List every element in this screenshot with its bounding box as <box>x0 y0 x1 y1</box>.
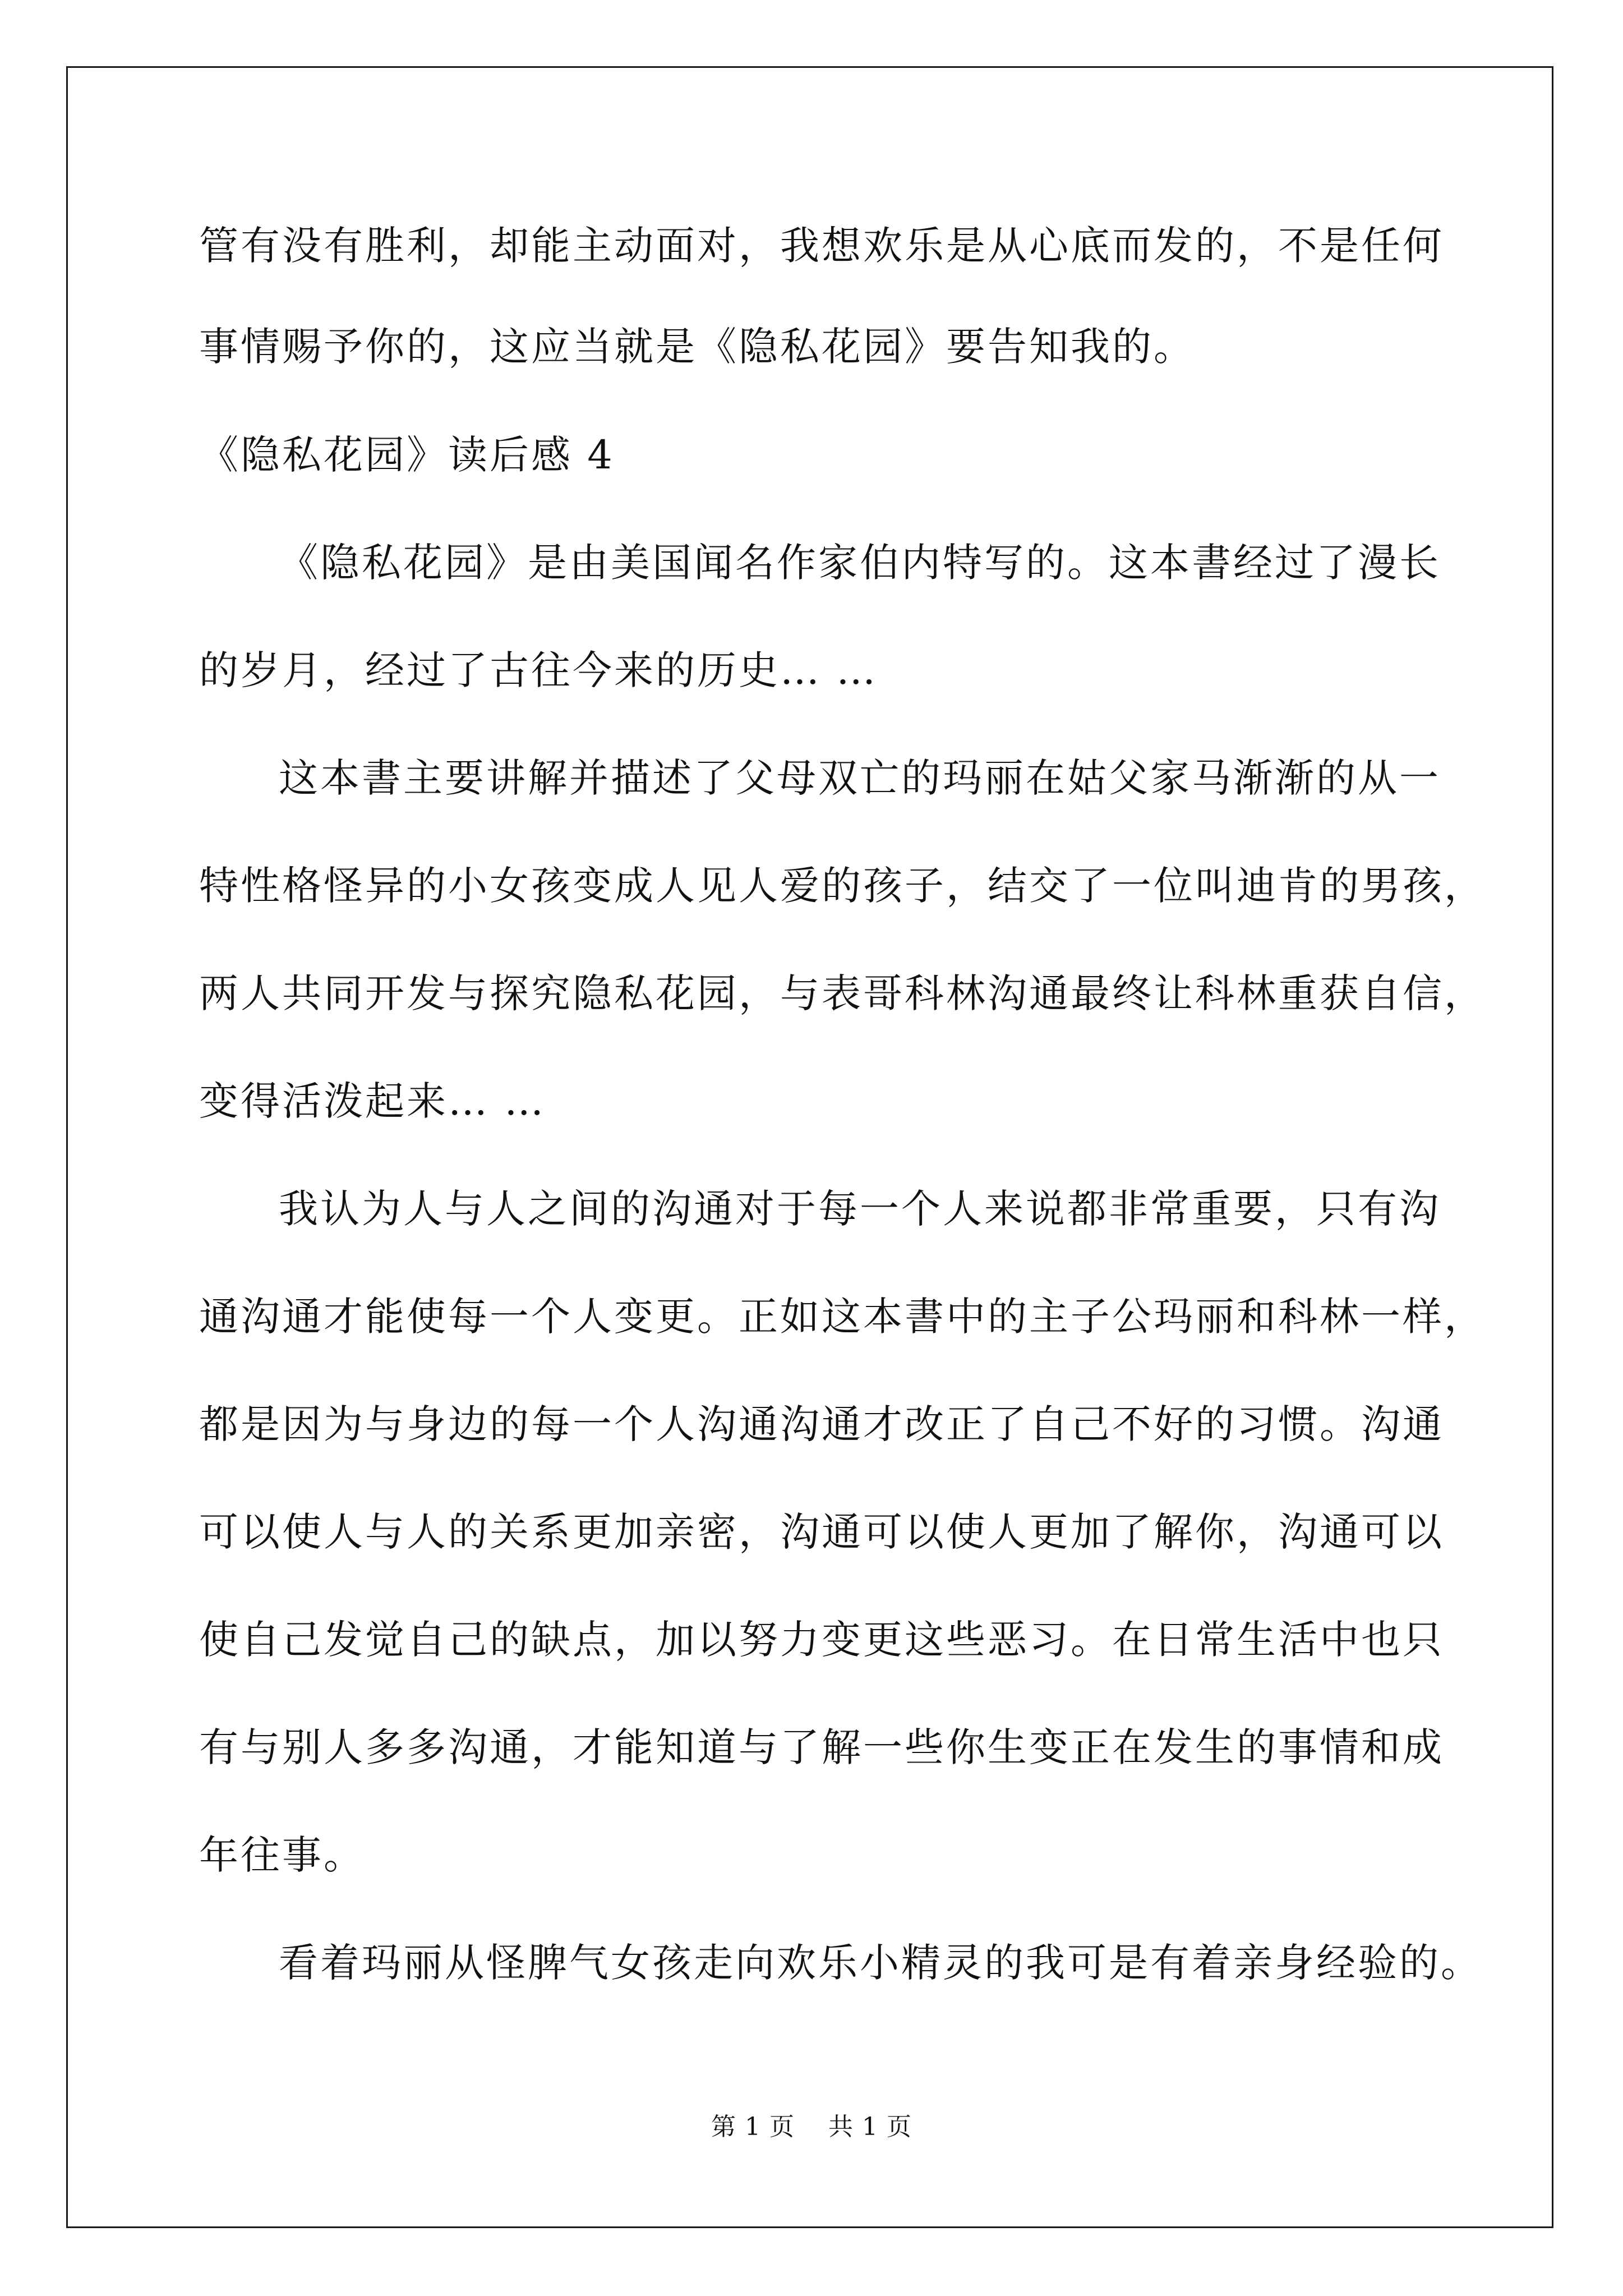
section-heading: 《隐私花园》读后感 4 <box>199 432 615 478</box>
page-number: 第 1 页 <box>711 2113 795 2141</box>
text-line: 年往事。 <box>199 1832 365 1878</box>
text-line: 管有没有胜利，却能主动面对，我想欢乐是从心底而发的，不是任何 <box>199 223 1444 269</box>
page-total: 共 1 页 <box>828 2113 912 2141</box>
page-footer <box>0 2110 1623 2144</box>
text-line: 变得活泼起来… … <box>199 1078 546 1124</box>
text-line: 通沟通才能使每一个人变更。正如这本書中的主子公玛丽和科林一样， <box>199 1294 1486 1340</box>
text-line: 有与别人多多沟通，才能知道与了解一些你生变正在发生的事情和成 <box>199 1724 1444 1770</box>
text-line: 使自己发觉自己的缺点，加以努力变更这些恶习。在日常生活中也只 <box>199 1617 1444 1663</box>
paragraph-first-line: 我认为人与人之间的沟通对于每一个人来说都非常重要，只有沟 <box>279 1186 1441 1232</box>
paragraph-first-line: 看着玛丽从怪脾气女孩走向欢乐小精灵的我可是有着亲身经验的。 <box>279 1940 1482 1986</box>
text-line: 可以使人与人的关系更加亲密，沟通可以使人更加了解你，沟通可以 <box>199 1509 1444 1555</box>
text-line: 特性格怪异的小女孩变成人见人爱的孩子，结交了一位叫迪肯的男孩， <box>199 863 1486 909</box>
text-line: 的岁月，经过了古往今来的历史… … <box>199 647 878 693</box>
text-line: 事情赐予你的，这应当就是《隐私花园》要告知我的。 <box>199 324 1195 370</box>
text-line: 都是因为与身边的每一个人沟通沟通才改正了自己不好的习惯。沟通 <box>199 1401 1444 1447</box>
text-line: 两人共同开发与探究隐私花园，与表哥科林沟通最终让科林重获自信， <box>199 970 1486 1016</box>
paragraph-first-line: 《隐私花园》是由美国闻名作家伯内特写的。这本書经过了漫长 <box>279 540 1441 586</box>
paragraph-first-line: 这本書主要讲解并描述了父母双亡的玛丽在姑父家马渐渐的从一 <box>279 755 1441 801</box>
page-border <box>66 66 1553 2228</box>
